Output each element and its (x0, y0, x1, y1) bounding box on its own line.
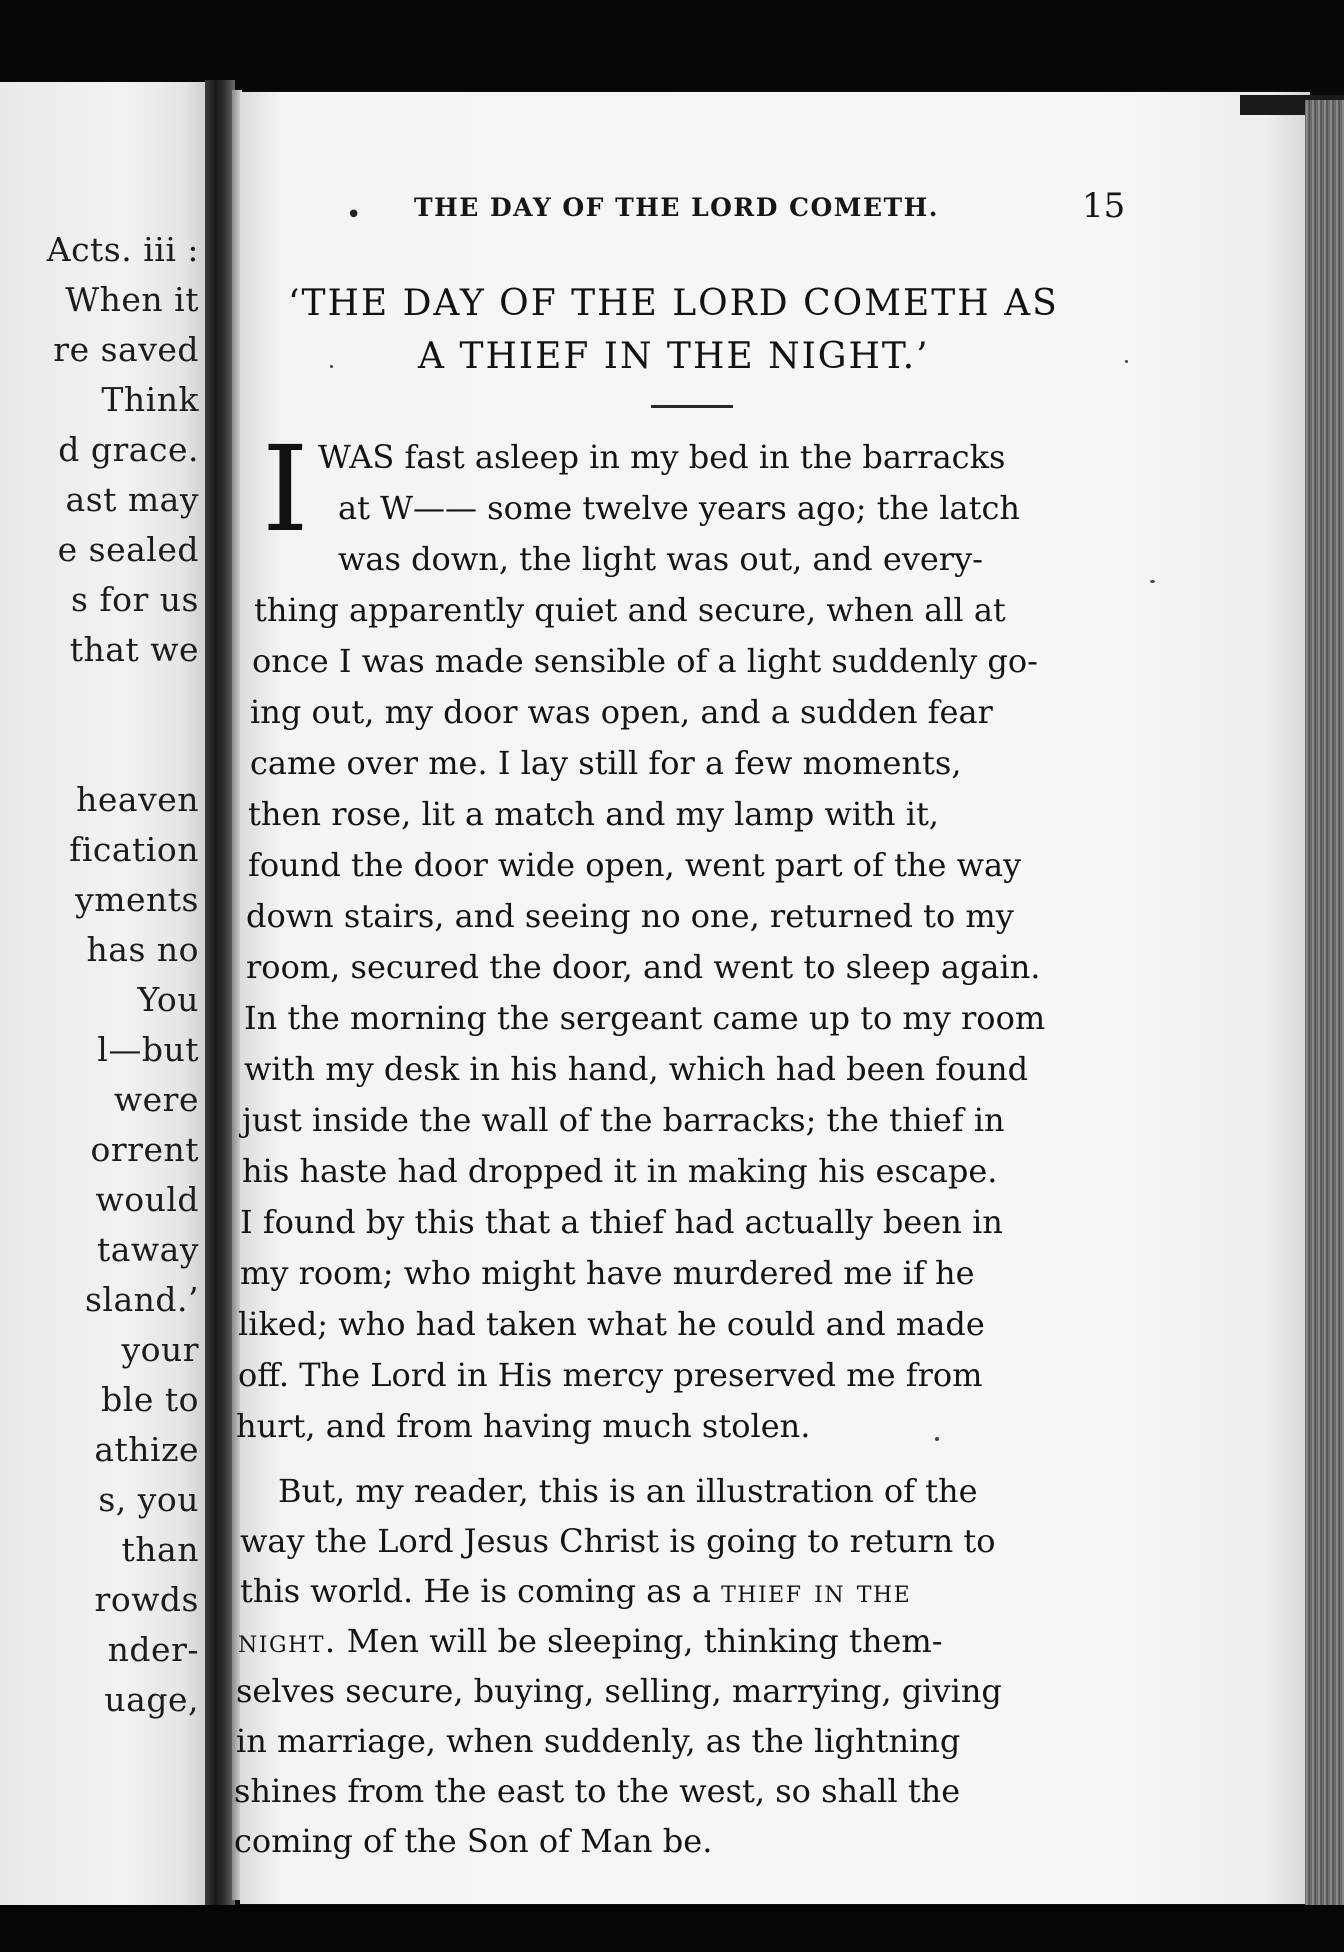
left-page-line: d grace. (58, 430, 199, 469)
left-page-line: re saved (53, 330, 199, 369)
left-page (0, 82, 205, 1912)
body-line: his haste had dropped it in making his escape. (242, 1152, 998, 1190)
left-page-line: your (121, 1330, 199, 1369)
body-line: I found by this that a thief had actually been in (240, 1203, 1003, 1241)
body-line: my room; who might have murdered me if he (240, 1254, 975, 1292)
body-line: at W—— some twelve years ago; the latch (338, 489, 1020, 527)
left-page-line: s, you (98, 1480, 199, 1519)
body-line: shines from the east to the west, so shall the (234, 1772, 961, 1810)
body-line: once I was made sensible of a light suddenly go- (252, 642, 1038, 680)
title-rule (651, 405, 733, 408)
left-page-line: heaven (76, 780, 199, 819)
left-page-line: that we (69, 630, 199, 669)
left-page-line: e sealed (57, 530, 199, 569)
book-gutter (205, 80, 235, 1910)
scan-speck (330, 365, 333, 368)
body-line: thing apparently quiet and secure, when all at (254, 591, 1006, 629)
body-line: down stairs, and seeing no one, returned to my (246, 897, 1014, 935)
body-line: with my desk in his hand, which had been found (244, 1050, 1029, 1088)
left-page-line: sland.’ (84, 1280, 199, 1319)
page-number: 15 (1082, 186, 1126, 226)
body-line: then rose, lit a match and my lamp with it, (248, 795, 939, 833)
body-text: this world. He is coming as a (240, 1572, 711, 1610)
left-page-line: has no (86, 930, 199, 969)
left-page-line: ble to (101, 1380, 199, 1419)
body-line: in marriage, when suddenly, as the lightning (236, 1722, 961, 1760)
left-page-line: were (113, 1080, 199, 1119)
drop-cap: I (262, 420, 309, 558)
left-page-line: fication (69, 830, 199, 869)
body-line: just inside the wall of the barracks; the thief in (242, 1101, 1005, 1139)
scan-top-border (0, 0, 1344, 90)
body-line: coming of the Son of Man be. (234, 1822, 713, 1860)
bullet-mark: • (346, 200, 362, 230)
body-line: found the door wide open, went part of the way (248, 846, 1022, 884)
left-page-line: You (137, 980, 199, 1019)
body-line: WAS fast asleep in my bed in the barracks (318, 438, 1006, 476)
body-text: Men will be sleeping, thinking them- (336, 1622, 943, 1660)
body-line: was down, the light was out, and every- (338, 540, 983, 578)
left-page-line: l—but (97, 1030, 199, 1069)
left-page-line: When it (65, 280, 199, 319)
body-line: hurt, and from having much stolen. (236, 1407, 811, 1445)
left-page-line: Acts. iii : (46, 230, 199, 269)
left-page-line: rowds (94, 1580, 199, 1619)
left-page-line: orrent (90, 1130, 199, 1169)
body-line: selves secure, buying, selling, marrying, giving (236, 1672, 1002, 1710)
running-head: THE DAY OF THE LORD COMETH. (414, 193, 939, 222)
body-line (240, 1572, 911, 1610)
body-line: liked; who had taken what he could and made (238, 1305, 985, 1343)
body-line (238, 1622, 943, 1660)
page-fore-edge (1305, 100, 1344, 1905)
scan-speck (1125, 360, 1128, 363)
body-line: room, secured the door, and went to sleep again. (246, 948, 1041, 986)
left-page-line: would (95, 1180, 199, 1219)
chapter-title-line-1: ‘THE DAY OF THE LORD COMETH AS (288, 283, 1059, 324)
body-line: ing out, my door was open, and a sudden fear (250, 693, 993, 731)
left-page-line: Think (101, 380, 199, 419)
small-caps-text: night. (238, 1622, 337, 1660)
scan-speck (935, 1437, 939, 1441)
left-page-line: uage, (104, 1680, 199, 1719)
body-line: In the morning the sergeant came up to my room (244, 999, 1046, 1037)
body-line: way the Lord Jesus Christ is going to return to (240, 1522, 996, 1560)
body-line: But, my reader, this is an illustration of the (278, 1472, 978, 1510)
body-line: off. The Lord in His mercy preserved me from (238, 1356, 983, 1394)
left-page-line: athize (94, 1430, 199, 1469)
small-caps-text: thief in the (721, 1572, 912, 1610)
body-line: came over me. I lay still for a few moments, (250, 744, 962, 782)
left-page-line: yments (75, 880, 199, 919)
scan-speck (1150, 580, 1155, 583)
chapter-title-line-2: A THIEF IN THE NIGHT.’ (418, 336, 930, 377)
left-page-line: ast may (65, 480, 199, 519)
left-page-line: than (121, 1530, 199, 1569)
left-page-line: nder- (107, 1630, 199, 1669)
left-page-line: s for us (71, 580, 199, 619)
scan-bottom-border (0, 1905, 1344, 1952)
left-page-line: taway (97, 1230, 199, 1269)
